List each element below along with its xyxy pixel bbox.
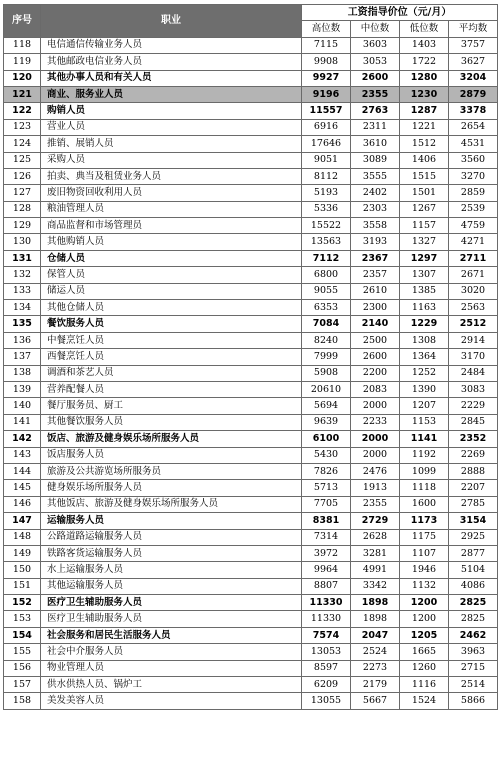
row-low-cell: 1515 xyxy=(400,168,449,184)
row-low-cell: 1600 xyxy=(400,496,449,512)
row-low-cell: 1665 xyxy=(400,644,449,660)
row-high-cell: 6353 xyxy=(302,300,351,316)
row-low-cell: 1501 xyxy=(400,185,449,201)
row-low-cell: 1307 xyxy=(400,267,449,283)
row-job-cell: 医疗卫生辅助服务人员 xyxy=(41,611,302,627)
row-job-cell: 健身娱乐场所服务人员 xyxy=(41,480,302,496)
row-avg-cell: 4759 xyxy=(449,218,498,234)
row-low-cell: 1308 xyxy=(400,332,449,348)
row-low-cell: 1722 xyxy=(400,54,449,70)
row-job-cell: 其他饭店、旅游及健身娱乐场所服务人员 xyxy=(41,496,302,512)
row-job-cell: 保管人员 xyxy=(41,267,302,283)
row-mid-cell: 2303 xyxy=(351,201,400,217)
row-low-cell: 1099 xyxy=(400,463,449,479)
row-job-cell: 储运人员 xyxy=(41,283,302,299)
row-avg-cell: 2845 xyxy=(449,414,498,430)
row-high-cell: 13053 xyxy=(302,644,351,660)
row-mid-cell: 2047 xyxy=(351,627,400,643)
row-seq-cell: 133 xyxy=(4,283,41,299)
row-avg-cell: 2715 xyxy=(449,660,498,676)
row-job-cell: 营业人员 xyxy=(41,119,302,135)
row-avg-cell: 2671 xyxy=(449,267,498,283)
row-seq-cell: 127 xyxy=(4,185,41,201)
table-row xyxy=(4,267,498,283)
table-row xyxy=(4,201,498,217)
row-seq-cell: 146 xyxy=(4,496,41,512)
row-avg-cell: 2888 xyxy=(449,463,498,479)
row-high-cell: 5908 xyxy=(302,365,351,381)
row-mid-cell: 2367 xyxy=(351,250,400,266)
row-low-cell: 1153 xyxy=(400,414,449,430)
row-job-cell: 购销人员 xyxy=(41,103,302,119)
row-job-cell: 中餐烹饪人员 xyxy=(41,332,302,348)
row-job-cell: 饭店服务人员 xyxy=(41,447,302,463)
row-avg-cell: 5104 xyxy=(449,562,498,578)
row-mid-cell: 1913 xyxy=(351,480,400,496)
row-high-cell: 11330 xyxy=(302,611,351,627)
row-mid-cell: 2476 xyxy=(351,463,400,479)
row-avg-cell: 2229 xyxy=(449,398,498,414)
table-row xyxy=(4,627,498,643)
table-row xyxy=(4,250,498,266)
row-job-cell: 供水供热人员、锅炉工 xyxy=(41,677,302,693)
row-job-cell: 采购人员 xyxy=(41,152,302,168)
row-mid-cell: 2600 xyxy=(351,70,400,86)
row-job-cell: 其他运输服务人员 xyxy=(41,578,302,594)
row-low-cell: 1390 xyxy=(400,381,449,397)
table-row xyxy=(4,611,498,627)
row-mid-cell: 2600 xyxy=(351,349,400,365)
row-job-cell: 粮油管理人员 xyxy=(41,201,302,217)
row-mid-cell: 2179 xyxy=(351,677,400,693)
row-low-cell: 1297 xyxy=(400,250,449,266)
header-seq: 序号 xyxy=(4,5,41,38)
row-high-cell: 9055 xyxy=(302,283,351,299)
row-job-cell: 其他办事人员和有关人员 xyxy=(41,70,302,86)
table-row xyxy=(4,103,498,119)
row-low-cell: 1364 xyxy=(400,349,449,365)
row-job-cell: 电信通信传输业务人员 xyxy=(41,37,302,53)
row-job-cell: 其他购销人员 xyxy=(41,234,302,250)
row-job-cell: 医疗卫生辅助服务人员 xyxy=(41,595,302,611)
row-mid-cell: 2273 xyxy=(351,660,400,676)
row-seq-cell: 149 xyxy=(4,545,41,561)
table-row xyxy=(4,70,498,86)
row-mid-cell: 2140 xyxy=(351,316,400,332)
row-avg-cell: 3020 xyxy=(449,283,498,299)
row-job-cell: 水上运输服务人员 xyxy=(41,562,302,578)
table-row xyxy=(4,54,498,70)
row-low-cell: 1287 xyxy=(400,103,449,119)
row-seq-cell: 151 xyxy=(4,578,41,594)
row-high-cell: 7115 xyxy=(302,37,351,53)
table-header xyxy=(4,5,498,38)
table-row xyxy=(4,218,498,234)
table-body xyxy=(4,37,498,709)
row-avg-cell: 3560 xyxy=(449,152,498,168)
row-mid-cell: 3342 xyxy=(351,578,400,594)
row-job-cell: 调酒和茶艺人员 xyxy=(41,365,302,381)
row-high-cell: 5336 xyxy=(302,201,351,217)
row-high-cell: 9196 xyxy=(302,86,351,102)
row-avg-cell: 2711 xyxy=(449,250,498,266)
table-row xyxy=(4,496,498,512)
row-avg-cell: 2563 xyxy=(449,300,498,316)
row-mid-cell: 2763 xyxy=(351,103,400,119)
row-avg-cell: 2914 xyxy=(449,332,498,348)
row-seq-cell: 142 xyxy=(4,431,41,447)
table-row xyxy=(4,414,498,430)
row-seq-cell: 137 xyxy=(4,349,41,365)
row-high-cell: 17646 xyxy=(302,136,351,152)
row-seq-cell: 125 xyxy=(4,152,41,168)
row-seq-cell: 122 xyxy=(4,103,41,119)
row-low-cell: 1230 xyxy=(400,86,449,102)
row-seq-cell: 130 xyxy=(4,234,41,250)
row-mid-cell: 3089 xyxy=(351,152,400,168)
row-high-cell: 7705 xyxy=(302,496,351,512)
row-high-cell: 9908 xyxy=(302,54,351,70)
table-row xyxy=(4,365,498,381)
row-seq-cell: 135 xyxy=(4,316,41,332)
row-avg-cell: 3627 xyxy=(449,54,498,70)
row-job-cell: 其他邮政电信业务人员 xyxy=(41,54,302,70)
row-avg-cell: 2269 xyxy=(449,447,498,463)
row-mid-cell: 1898 xyxy=(351,611,400,627)
row-seq-cell: 155 xyxy=(4,644,41,660)
row-high-cell: 9927 xyxy=(302,70,351,86)
row-job-cell: 餐饮服务人员 xyxy=(41,316,302,332)
row-seq-cell: 158 xyxy=(4,693,41,709)
table-row xyxy=(4,480,498,496)
row-mid-cell: 2729 xyxy=(351,513,400,529)
row-low-cell: 1229 xyxy=(400,316,449,332)
table-row xyxy=(4,693,498,709)
row-seq-cell: 119 xyxy=(4,54,41,70)
table-row xyxy=(4,349,498,365)
row-avg-cell: 3154 xyxy=(449,513,498,529)
table-row xyxy=(4,463,498,479)
row-low-cell: 1132 xyxy=(400,578,449,594)
row-mid-cell: 4991 xyxy=(351,562,400,578)
row-low-cell: 1512 xyxy=(400,136,449,152)
row-job-cell: 饭店、旅游及健身娱乐场所服务人员 xyxy=(41,431,302,447)
table-row xyxy=(4,37,498,53)
row-job-cell: 推销、展销人员 xyxy=(41,136,302,152)
row-low-cell: 1946 xyxy=(400,562,449,578)
row-low-cell: 1192 xyxy=(400,447,449,463)
wage-guidance-table xyxy=(3,4,498,710)
row-mid-cell: 2357 xyxy=(351,267,400,283)
row-mid-cell: 2233 xyxy=(351,414,400,430)
row-job-cell: 餐厅服务员、厨工 xyxy=(41,398,302,414)
row-seq-cell: 157 xyxy=(4,677,41,693)
row-seq-cell: 153 xyxy=(4,611,41,627)
row-low-cell: 1163 xyxy=(400,300,449,316)
row-avg-cell: 3083 xyxy=(449,381,498,397)
row-avg-cell: 4086 xyxy=(449,578,498,594)
row-seq-cell: 139 xyxy=(4,381,41,397)
row-seq-cell: 126 xyxy=(4,168,41,184)
row-high-cell: 6209 xyxy=(302,677,351,693)
row-high-cell: 7112 xyxy=(302,250,351,266)
table-row xyxy=(4,578,498,594)
row-mid-cell: 2628 xyxy=(351,529,400,545)
table-row xyxy=(4,185,498,201)
row-seq-cell: 131 xyxy=(4,250,41,266)
row-seq-cell: 143 xyxy=(4,447,41,463)
row-avg-cell: 5866 xyxy=(449,693,498,709)
row-job-cell: 营养配餐人员 xyxy=(41,381,302,397)
row-mid-cell: 2355 xyxy=(351,496,400,512)
row-low-cell: 1403 xyxy=(400,37,449,53)
row-mid-cell: 2200 xyxy=(351,365,400,381)
row-mid-cell: 3053 xyxy=(351,54,400,70)
table-row xyxy=(4,595,498,611)
row-mid-cell: 5667 xyxy=(351,693,400,709)
row-job-cell: 废旧物资回收利用人员 xyxy=(41,185,302,201)
row-avg-cell: 4531 xyxy=(449,136,498,152)
row-avg-cell: 2859 xyxy=(449,185,498,201)
header-wage-group: 工资指导价位（元/月） xyxy=(302,5,498,21)
row-seq-cell: 120 xyxy=(4,70,41,86)
row-high-cell: 3972 xyxy=(302,545,351,561)
row-high-cell: 7826 xyxy=(302,463,351,479)
table-row xyxy=(4,119,498,135)
row-low-cell: 1200 xyxy=(400,611,449,627)
row-avg-cell: 2352 xyxy=(449,431,498,447)
row-seq-cell: 134 xyxy=(4,300,41,316)
row-low-cell: 1327 xyxy=(400,234,449,250)
table-row xyxy=(4,316,498,332)
table-row xyxy=(4,234,498,250)
row-avg-cell: 2877 xyxy=(449,545,498,561)
row-job-cell: 其他餐饮服务人员 xyxy=(41,414,302,430)
table-row xyxy=(4,644,498,660)
row-mid-cell: 2355 xyxy=(351,86,400,102)
row-mid-cell: 2402 xyxy=(351,185,400,201)
row-avg-cell: 3963 xyxy=(449,644,498,660)
row-low-cell: 1157 xyxy=(400,218,449,234)
row-mid-cell: 3555 xyxy=(351,168,400,184)
row-mid-cell: 2300 xyxy=(351,300,400,316)
table-row xyxy=(4,660,498,676)
row-low-cell: 1406 xyxy=(400,152,449,168)
row-job-cell: 美发美容人员 xyxy=(41,693,302,709)
row-low-cell: 1221 xyxy=(400,119,449,135)
row-avg-cell: 3378 xyxy=(449,103,498,119)
row-high-cell: 9639 xyxy=(302,414,351,430)
row-low-cell: 1385 xyxy=(400,283,449,299)
row-high-cell: 13055 xyxy=(302,693,351,709)
row-mid-cell: 2000 xyxy=(351,398,400,414)
header-job: 职业 xyxy=(41,5,302,38)
row-low-cell: 1524 xyxy=(400,693,449,709)
row-high-cell: 8597 xyxy=(302,660,351,676)
table-row xyxy=(4,168,498,184)
row-high-cell: 7999 xyxy=(302,349,351,365)
row-job-cell: 其他仓储人员 xyxy=(41,300,302,316)
table-row xyxy=(4,152,498,168)
row-mid-cell: 2000 xyxy=(351,431,400,447)
header-avg: 平均数 xyxy=(449,21,498,37)
table-row xyxy=(4,529,498,545)
table-row xyxy=(4,677,498,693)
row-high-cell: 6800 xyxy=(302,267,351,283)
row-avg-cell: 2462 xyxy=(449,627,498,643)
row-avg-cell: 2654 xyxy=(449,119,498,135)
row-seq-cell: 129 xyxy=(4,218,41,234)
row-avg-cell: 3204 xyxy=(449,70,498,86)
row-seq-cell: 156 xyxy=(4,660,41,676)
row-mid-cell: 3603 xyxy=(351,37,400,53)
row-avg-cell: 2512 xyxy=(449,316,498,332)
row-job-cell: 商品监督和市场管理员 xyxy=(41,218,302,234)
row-low-cell: 1173 xyxy=(400,513,449,529)
row-mid-cell: 3610 xyxy=(351,136,400,152)
table-row xyxy=(4,513,498,529)
row-high-cell: 5694 xyxy=(302,398,351,414)
row-mid-cell: 3193 xyxy=(351,234,400,250)
row-high-cell: 6916 xyxy=(302,119,351,135)
row-job-cell: 运输服务人员 xyxy=(41,513,302,529)
row-job-cell: 社会服务和居民生活服务人员 xyxy=(41,627,302,643)
row-high-cell: 7314 xyxy=(302,529,351,545)
row-low-cell: 1116 xyxy=(400,677,449,693)
row-high-cell: 15522 xyxy=(302,218,351,234)
row-high-cell: 5713 xyxy=(302,480,351,496)
row-low-cell: 1267 xyxy=(400,201,449,217)
row-job-cell: 商业、服务业人员 xyxy=(41,86,302,102)
row-mid-cell: 2000 xyxy=(351,447,400,463)
row-seq-cell: 123 xyxy=(4,119,41,135)
row-avg-cell: 2539 xyxy=(449,201,498,217)
row-seq-cell: 121 xyxy=(4,86,41,102)
row-high-cell: 9964 xyxy=(302,562,351,578)
row-high-cell: 20610 xyxy=(302,381,351,397)
row-high-cell: 13563 xyxy=(302,234,351,250)
table-row xyxy=(4,431,498,447)
row-seq-cell: 136 xyxy=(4,332,41,348)
row-job-cell: 公路道路运输服务人员 xyxy=(41,529,302,545)
row-mid-cell: 3281 xyxy=(351,545,400,561)
row-avg-cell: 2825 xyxy=(449,595,498,611)
row-low-cell: 1280 xyxy=(400,70,449,86)
row-seq-cell: 118 xyxy=(4,37,41,53)
row-job-cell: 西餐烹饪人员 xyxy=(41,349,302,365)
row-low-cell: 1252 xyxy=(400,365,449,381)
row-seq-cell: 138 xyxy=(4,365,41,381)
row-high-cell: 7084 xyxy=(302,316,351,332)
table-row xyxy=(4,398,498,414)
table-row xyxy=(4,545,498,561)
table-row xyxy=(4,136,498,152)
row-job-cell: 旅游及公共游览场所服务员 xyxy=(41,463,302,479)
row-seq-cell: 148 xyxy=(4,529,41,545)
row-mid-cell: 2610 xyxy=(351,283,400,299)
row-avg-cell: 2785 xyxy=(449,496,498,512)
row-low-cell: 1175 xyxy=(400,529,449,545)
row-seq-cell: 152 xyxy=(4,595,41,611)
row-avg-cell: 3270 xyxy=(449,168,498,184)
row-avg-cell: 2514 xyxy=(449,677,498,693)
row-mid-cell: 2500 xyxy=(351,332,400,348)
row-seq-cell: 141 xyxy=(4,414,41,430)
row-high-cell: 9051 xyxy=(302,152,351,168)
header-low: 低位数 xyxy=(400,21,449,37)
row-low-cell: 1141 xyxy=(400,431,449,447)
row-avg-cell: 2879 xyxy=(449,86,498,102)
table-row xyxy=(4,86,498,102)
row-high-cell: 11330 xyxy=(302,595,351,611)
row-seq-cell: 124 xyxy=(4,136,41,152)
row-mid-cell: 3558 xyxy=(351,218,400,234)
row-high-cell: 5430 xyxy=(302,447,351,463)
row-high-cell: 8112 xyxy=(302,168,351,184)
row-job-cell: 拍卖、典当及租赁业务人员 xyxy=(41,168,302,184)
row-avg-cell: 2207 xyxy=(449,480,498,496)
header-mid: 中位数 xyxy=(351,21,400,37)
header-high: 高位数 xyxy=(302,21,351,37)
row-mid-cell: 2311 xyxy=(351,119,400,135)
row-mid-cell: 2524 xyxy=(351,644,400,660)
row-seq-cell: 128 xyxy=(4,201,41,217)
row-low-cell: 1207 xyxy=(400,398,449,414)
row-seq-cell: 150 xyxy=(4,562,41,578)
table-row xyxy=(4,283,498,299)
table-row xyxy=(4,562,498,578)
row-low-cell: 1200 xyxy=(400,595,449,611)
row-high-cell: 5193 xyxy=(302,185,351,201)
row-seq-cell: 147 xyxy=(4,513,41,529)
row-seq-cell: 140 xyxy=(4,398,41,414)
row-high-cell: 11557 xyxy=(302,103,351,119)
row-avg-cell: 3170 xyxy=(449,349,498,365)
row-low-cell: 1205 xyxy=(400,627,449,643)
row-mid-cell: 1898 xyxy=(351,595,400,611)
table-row xyxy=(4,300,498,316)
row-seq-cell: 144 xyxy=(4,463,41,479)
table-row xyxy=(4,381,498,397)
row-job-cell: 社会中介服务人员 xyxy=(41,644,302,660)
table-row xyxy=(4,332,498,348)
row-mid-cell: 2083 xyxy=(351,381,400,397)
row-avg-cell: 2925 xyxy=(449,529,498,545)
row-high-cell: 8240 xyxy=(302,332,351,348)
row-avg-cell: 4271 xyxy=(449,234,498,250)
table-row xyxy=(4,447,498,463)
row-job-cell: 铁路客货运输服务人员 xyxy=(41,545,302,561)
row-high-cell: 8807 xyxy=(302,578,351,594)
row-avg-cell: 2484 xyxy=(449,365,498,381)
row-low-cell: 1118 xyxy=(400,480,449,496)
row-low-cell: 1107 xyxy=(400,545,449,561)
row-high-cell: 6100 xyxy=(302,431,351,447)
row-low-cell: 1260 xyxy=(400,660,449,676)
row-job-cell: 物业管理人员 xyxy=(41,660,302,676)
row-seq-cell: 145 xyxy=(4,480,41,496)
row-seq-cell: 132 xyxy=(4,267,41,283)
row-avg-cell: 3757 xyxy=(449,37,498,53)
row-seq-cell: 154 xyxy=(4,627,41,643)
row-high-cell: 8381 xyxy=(302,513,351,529)
row-job-cell: 仓储人员 xyxy=(41,250,302,266)
row-avg-cell: 2825 xyxy=(449,611,498,627)
row-high-cell: 7574 xyxy=(302,627,351,643)
